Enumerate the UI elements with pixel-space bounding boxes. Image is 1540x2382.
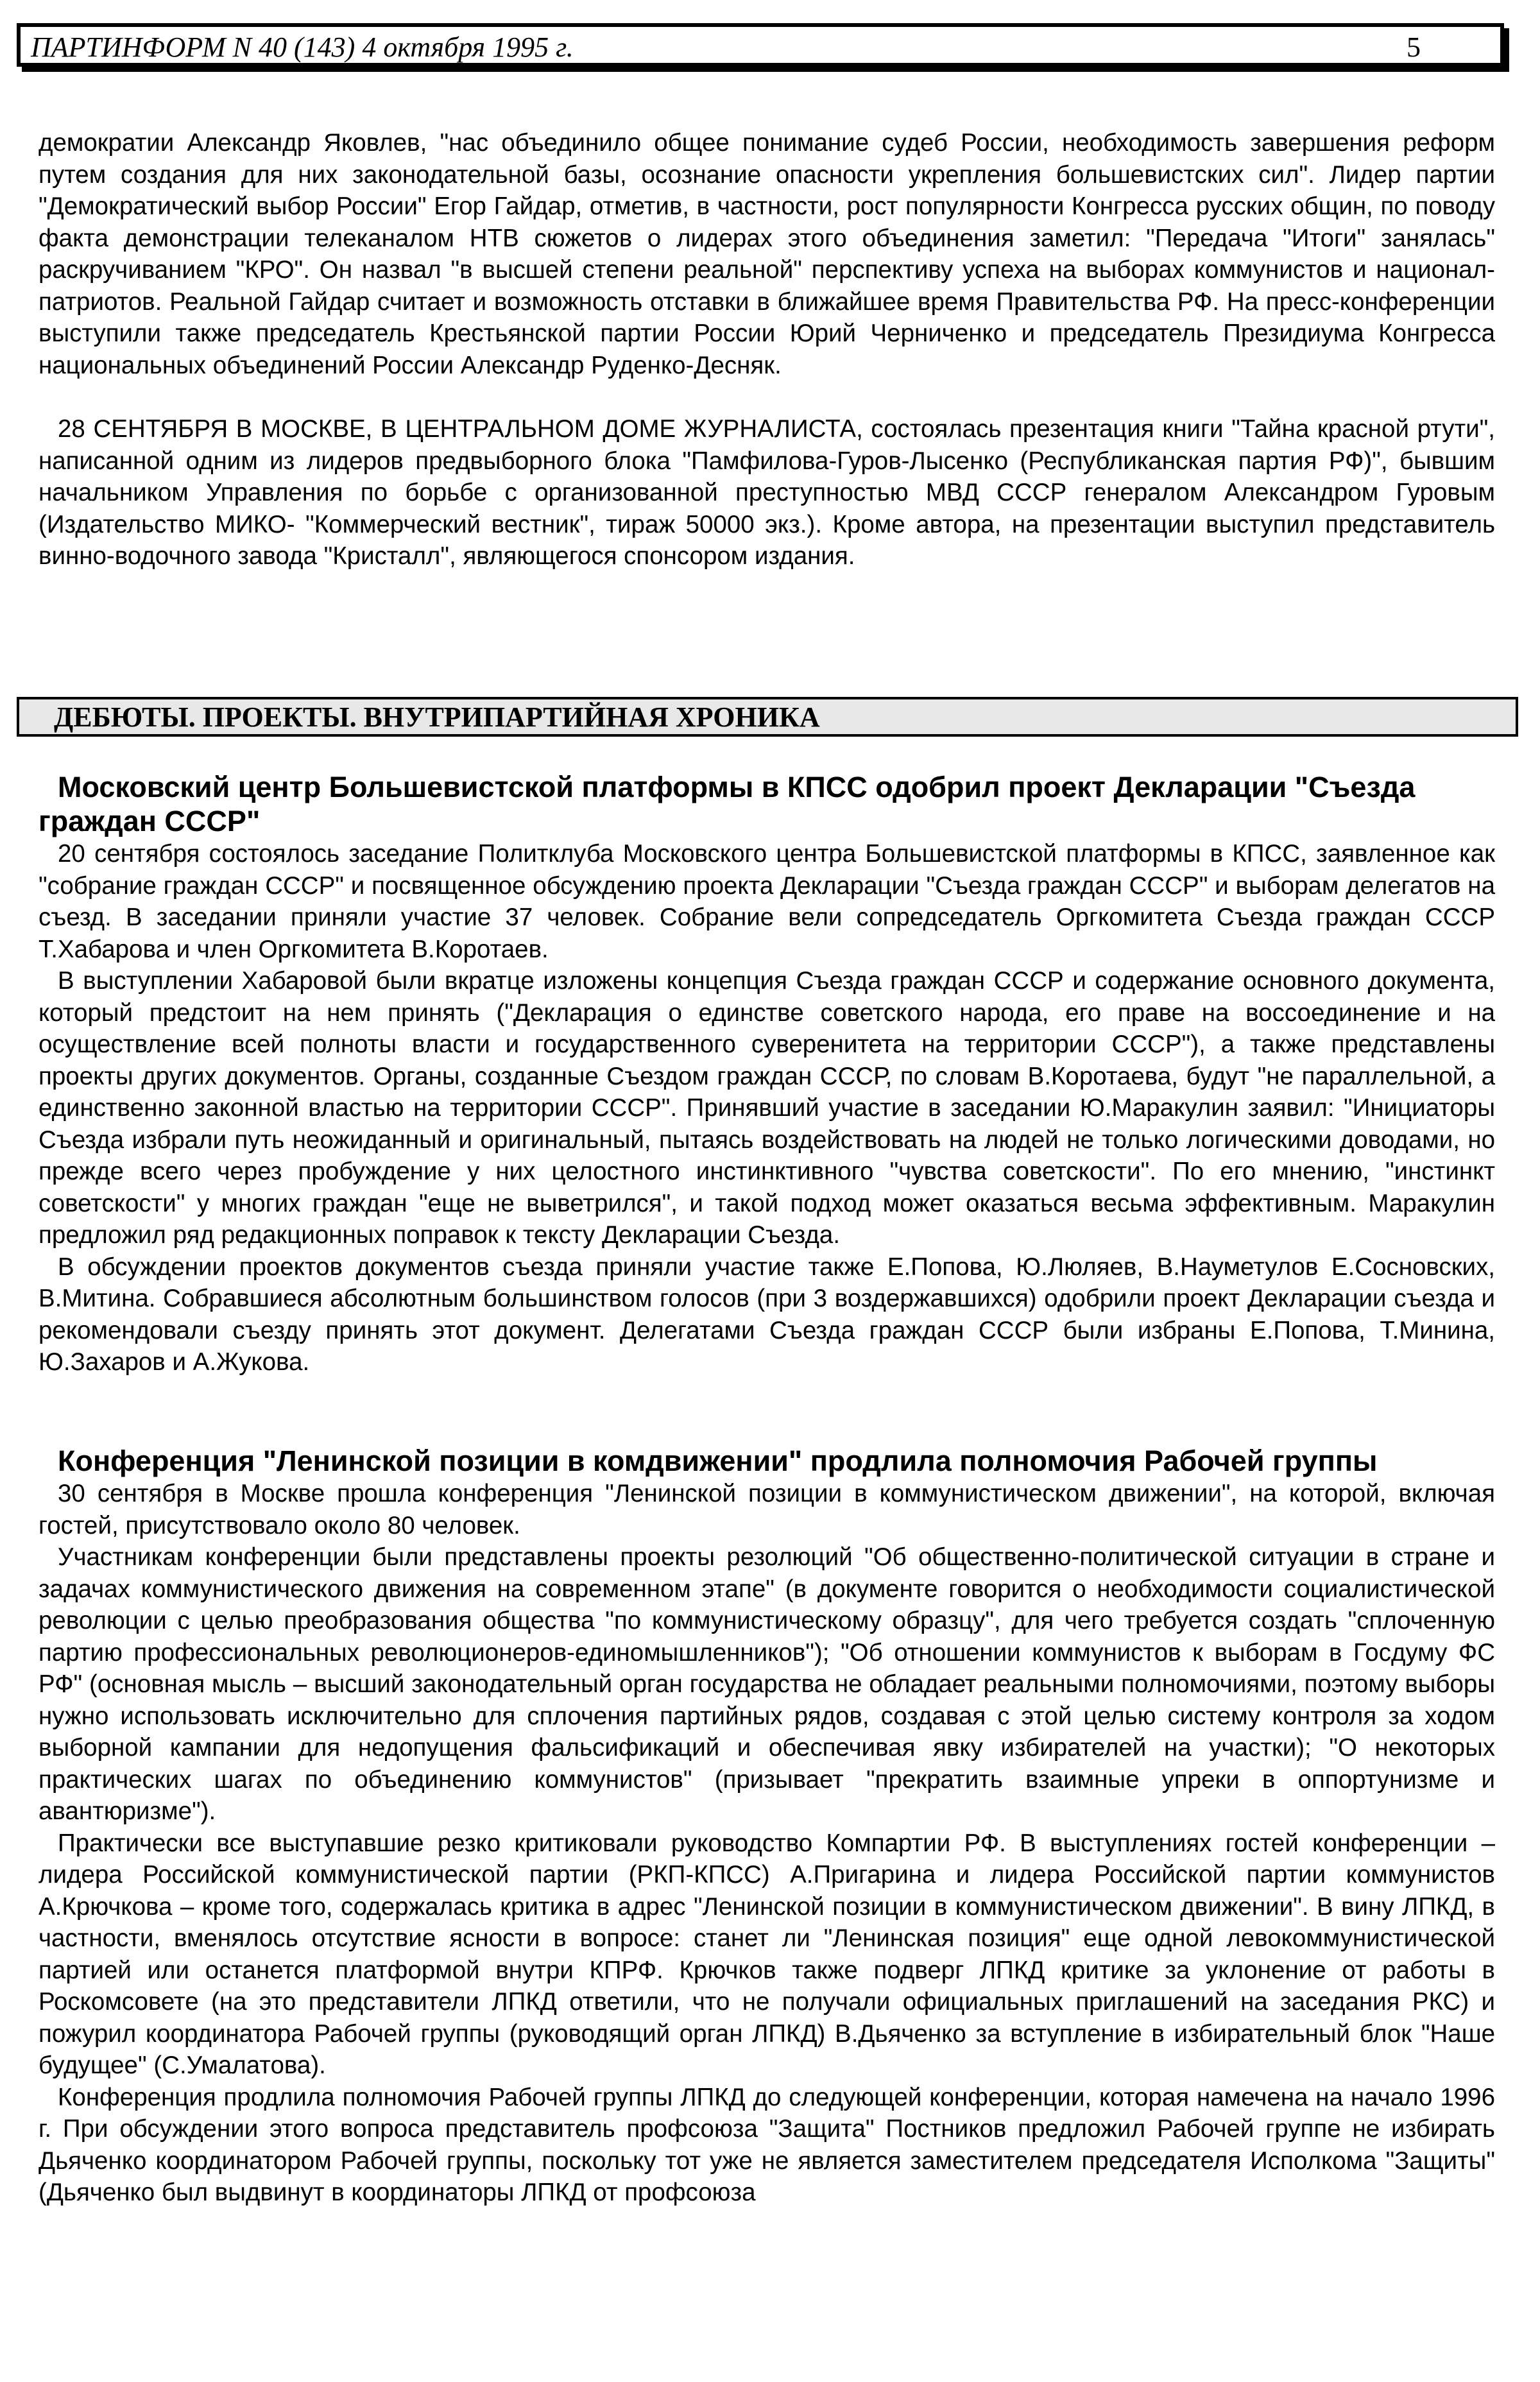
article-1-headline: Московский центр Большевистской платформы в КПСС одобрил проект Декларации "Съезда граждан СССР" xyxy=(38,771,1416,837)
article-2-paragraph-3: Практически все выступавшие резко критиковали руководство Компартии РФ. В выступлениях гостей конференции – лидера Российской коммунистической партии (РКП-КПСС) А.Пригарина и лидера Российской партии коммунистов А.Крючкова – кроме того, содержалась критика в адрес "Ленинской позиции в коммунистическом движении". В вину ЛПКД, в частности, вменялось отсутствие ясности в вопросе: станет ли "Ленинская позиция" еще одной левокоммунистической партией или останется платформой внутри КПРФ. Крючков также подверг ЛПКД критике за уклонение от работы в Роскомсовете (на это представители ЛПКД ответили, что не получали официальных приглашений на заседания РКС) и пожурил координатора Рабочей группы (руководящий орган ЛПКД) В.Дьяченко за вступление в избирательный блок "Наше будущее" (С.Умалатова). xyxy=(38,1829,1495,2079)
article-2-paragraph-4: Конференция продлила полномочия Рабочей группы ЛПКД до следующей конференции, которая намечена на начало 1996 г. При обсуждении этого вопроса представитель профсоюза "Защита" Постников предложил Рабочей группе не избирать Дьяченко координатором Рабочей группы, поскольку тот уже не является заместителем председателя Исполкома "Защиты" (Дьяченко был выдвинут в координаторы ЛПКД от профсоюза xyxy=(38,2083,1495,2206)
article-1 xyxy=(38,770,1495,1378)
article-1-paragraph-3: В обсуждении проектов документов съезда приняли участие также Е.Попова, Ю.Люляев, В.Науметулов Е.Сосновских, В.Митина. Собравшиеся абсолютным большинством голосов (при 3 воздержавшихся) одобрили проект Декларации съезда и рекомендовали съезду принять этот документ. Делегатами Съезда граждан СССР были избраны Е.Попова, Т.Минина, Ю.Захаров и А.Жукова. xyxy=(38,1253,1495,1376)
article-2-headline: Конференция "Ленинской позиции в комдвижении" продлила полномочия Рабочей группы xyxy=(58,1444,1378,1477)
intro-block xyxy=(38,127,1495,572)
intro-paragraph-1: демократии Александр Яковлев, "нас объединило общее понимание судеб России, необходимость завершения реформ путем создания для них законодательной базы, осознание опасности укрепления большевистских сил". Лидер партии "Демократический выбор России" Егор Гайдар, отметив, в частности, рост популярности Конгресса русских общин, по поводу факта демонстрации телеканалом НТВ сюжетов о лидерах этого объединения заметил: "Передача "Итоги" занялась" раскручиванием "КРО". Он назвал "в высшей степени реальной" перспективу успеха на выборах коммунистов и национал-патриотов. Реальной Гайдар считает и возможность отставки в ближайшее время Правительства РФ. На пресс-конференции выступили также председатель Крестьянской партии России Юрий Черниченко и председатель Президиума Конгресса национальных объединений России Александр Руденко-Десняк. xyxy=(38,129,1495,379)
intro-paragraph-2: 28 СЕНТЯБРЯ В МОСКВЕ, В ЦЕНТРАЛЬНОМ ДОМЕ ЖУРНАЛИСТА, состоялась презентация книги "Тайна красной ртути", написанной одним из лидеров предвыборного блока "Памфилова-Гуров-Лысенко (Республиканская партия РФ)", бывшим начальником Управления по борьбе с организованной преступностью МВД СССР генералом Александром Гуровым (Издательство МИКО- "Коммерческий вестник", тираж 50000 экз.). Кроме автора, на презентации выступил представитель винно-водочного завода "Кристалл", являющегося спонсором издания. xyxy=(38,415,1495,570)
article-1-paragraph-1: 20 сентября состоялось заседание Политклуба Московского центра Большевистской платформы в КПСС, заявленное как "собрание граждан СССР" и посвященное обсуждению проекта Декларации "Съезда граждан СССР" и выборам делегатов на съезд. В заседании приняли участие 37 человек. Собрание вели сопредседатель Оргкомитета Съезда граждан СССР Т.Хабарова и член Оргкомитета В.Коротаев. xyxy=(38,840,1495,963)
article-1-paragraph-2: В выступлении Хабаровой были вкратце изложены концепция Съезда граждан СССР и содержание основного документа, который предстоит на нем принять ("Декларация о единстве советского народа, его праве на воссоединение и на осуществление всей полноты власти и государственного суверенитета на территории СССР"), а также представлены проекты других документов. Органы, созданные Съездом граждан СССР, по словам В.Коротаева, будут "не параллельной, а единственно законной властью на территории СССР". Принявший участие в заседании Ю.Маракулин заявил: "Инициаторы Съезда избрали путь неожиданный и оригинальный, пытаясь воздействовать на людей не только логическими доводами, но прежде всего через пробуждение у них целостного инстинктивного "чувства советскости". По его мнению, "инстинкт советскости" у многих граждан "еще не выветрился", и такой подход может оказаться весьма эффективным. Маракулин предложил ряд редакционных поправок к тексту Декларации Съезда. xyxy=(38,967,1495,1249)
section-title: ДЕБЮТЫ. ПРОЕКТЫ. ВНУТРИПАРТИЙНАЯ ХРОНИКА xyxy=(54,701,820,733)
article-2-paragraph-2: Участникам конференции были представлены проекты резолюций "Об общественно-политической ситуации в стране и задачах коммунистического движения на современном этапе" (в документе говорится о необходимости социалистической революции с целью преобразования общества "по коммунистическому образцу", для чего требуется создать "сплоченную партию профессиональных революционеров-единомышленников"); "Об отношении коммунистов к выборам в Госдуму ФС РФ" (основная мысль – высший законодательный орган государства не обладает реальными полномочиями, поэтому выборы нужно использовать исключительно для сплочения партийных рядов, создавая с этой целью систему контроля за ходом выборной кампании для недопущения фальсификаций и обеспечивая явку избирателей на участки); "О некоторых практических шагах по объединению коммунистов" (призывает "прекратить взаимные упреки в оппортунизме и авантюризме"). xyxy=(38,1543,1495,1825)
article-2 xyxy=(38,1444,1495,2209)
page-number: 5 xyxy=(1407,31,1421,63)
article-2-paragraph-1: 30 сентября в Москве прошла конференция "Ленинской позиции в коммунистическом движении", на которой, включая гостей, присутствовало около 80 человек. xyxy=(38,1480,1495,1539)
page-header xyxy=(17,23,1504,67)
publication-title: ПАРТИНФОРМ N 40 (143) 4 октября 1995 г. xyxy=(31,31,574,63)
section-header xyxy=(17,697,1518,737)
